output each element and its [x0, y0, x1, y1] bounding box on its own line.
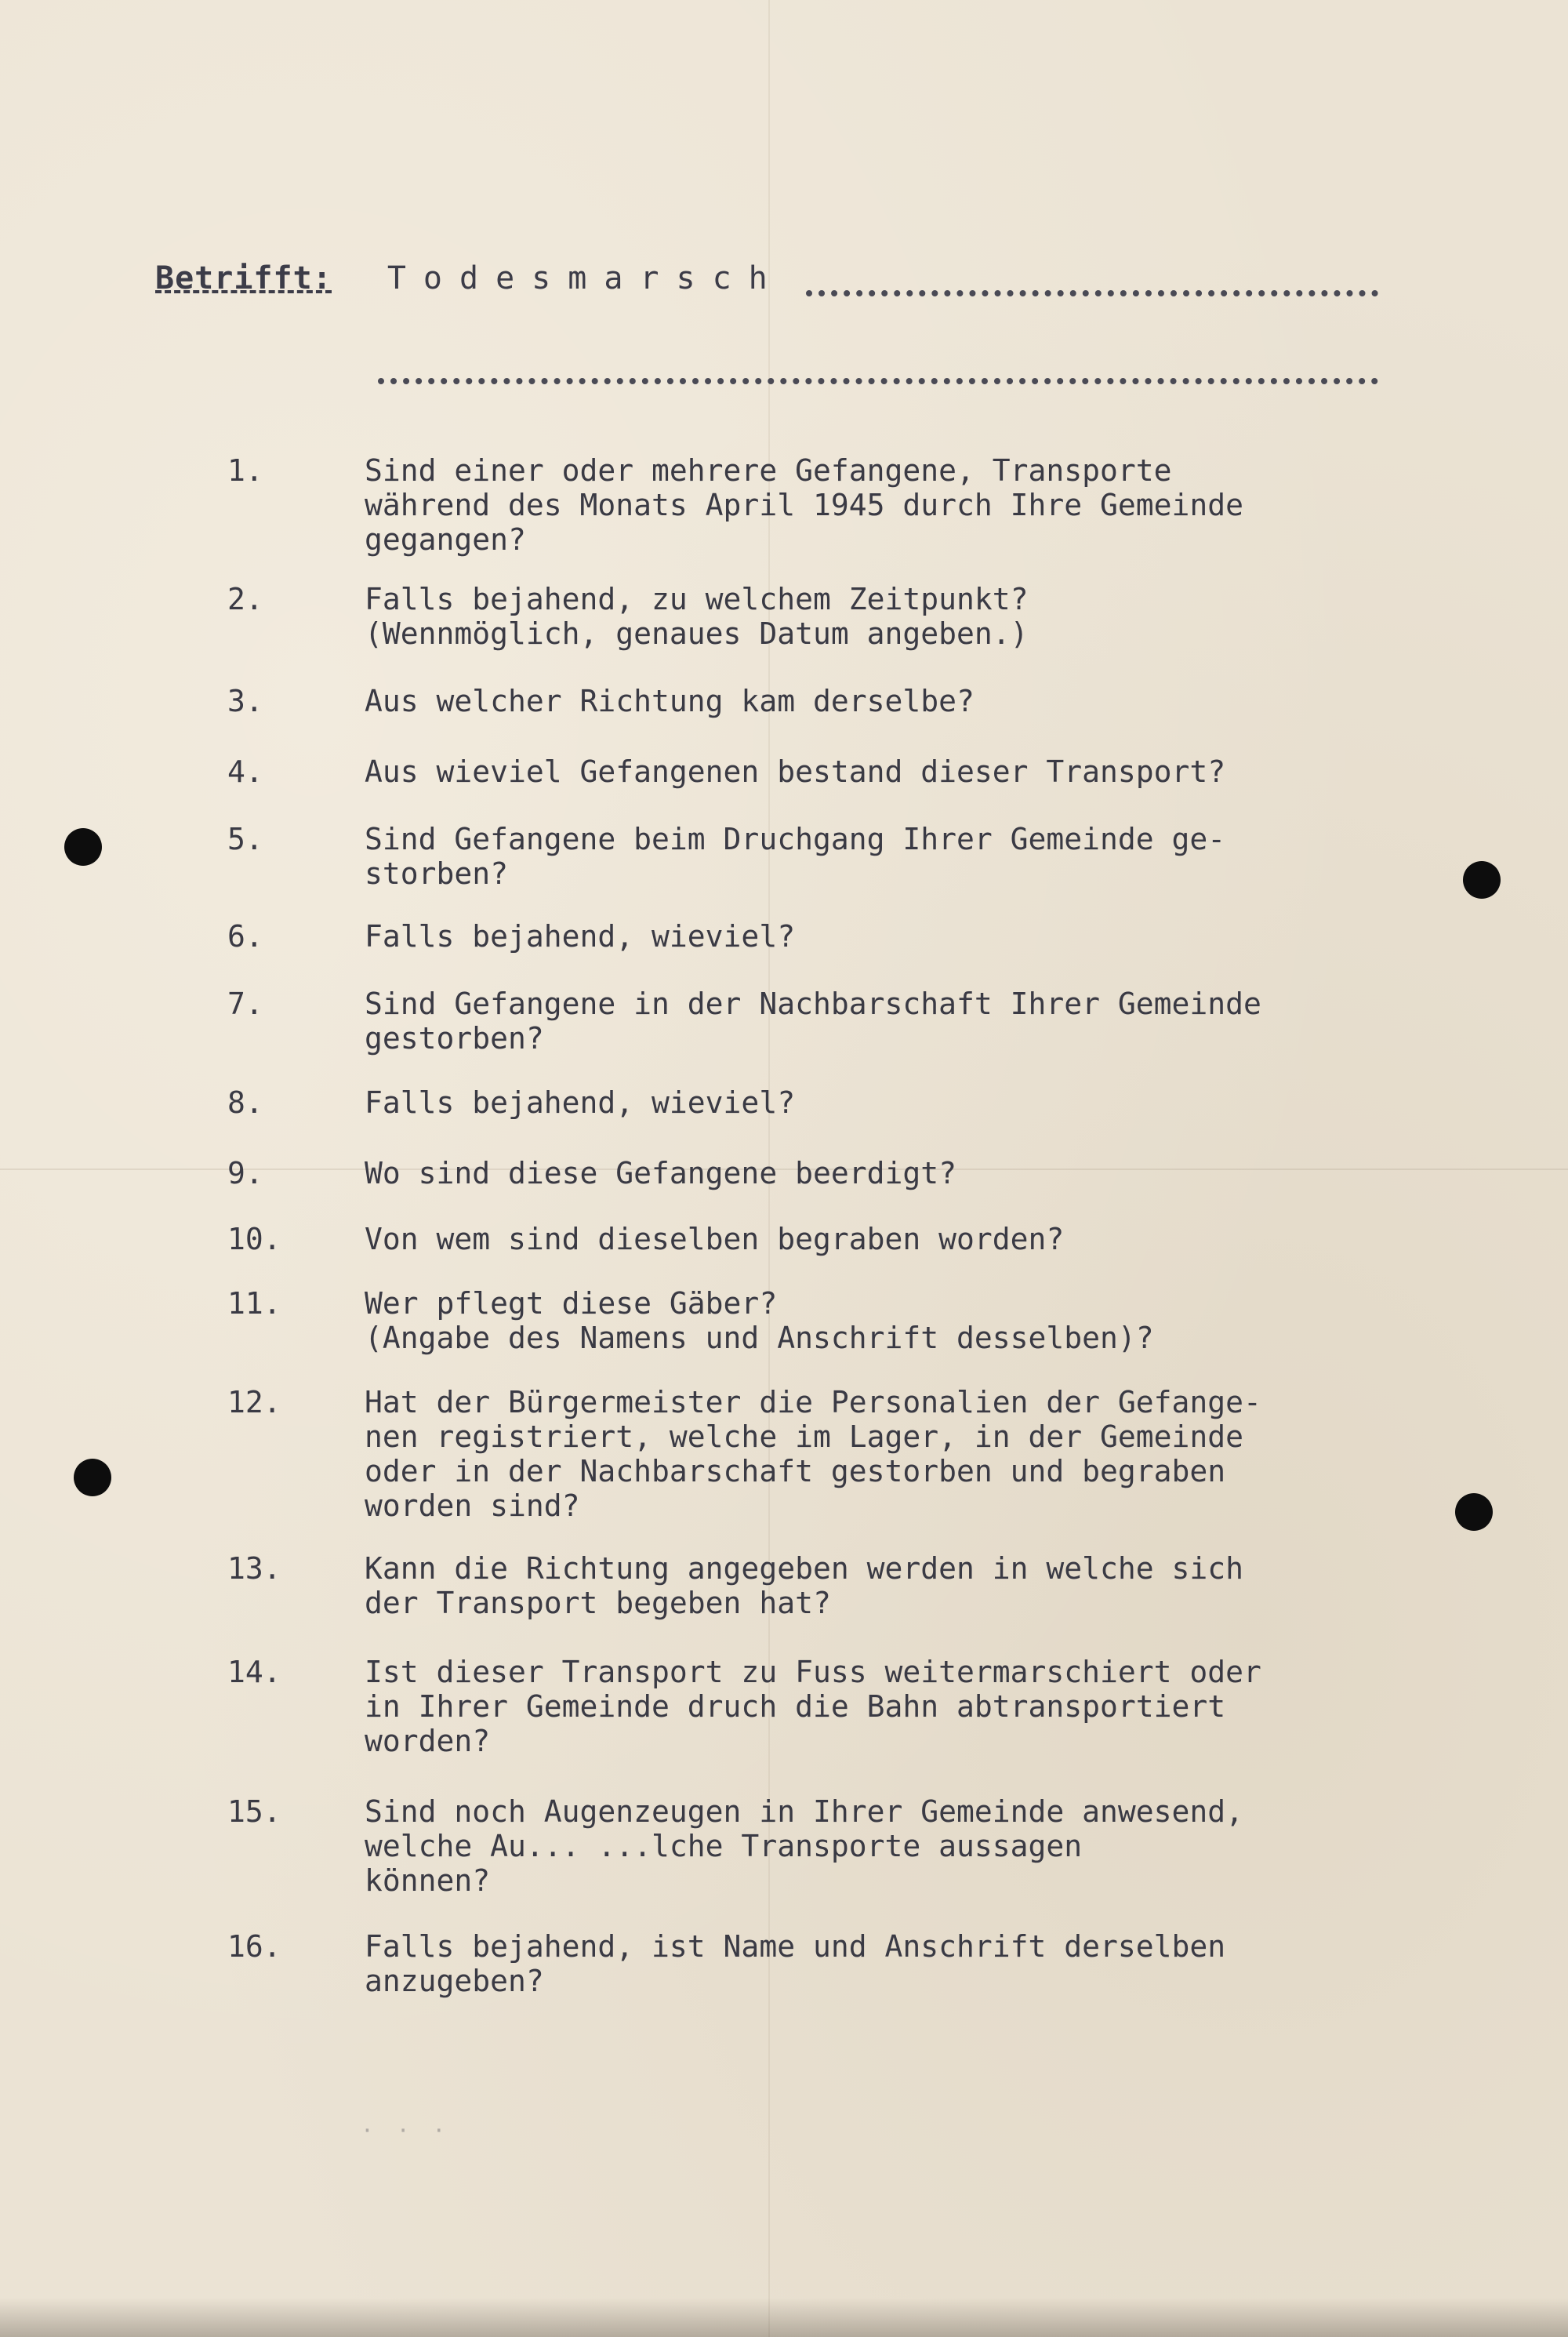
- question-text: Sind Gefangene beim Druchgang Ihrer Gemeinde ge- storben?: [365, 822, 1226, 891]
- question-number: 10.: [227, 1222, 281, 1256]
- subject-value: Todesmarsch: [387, 260, 785, 296]
- question-number: 7.: [227, 987, 263, 1021]
- question-text: Wo sind diese Gefangene beerdigt?: [365, 1156, 956, 1190]
- question-number: 14.: [227, 1655, 281, 1689]
- question-text: Sind noch Augenzeugen in Ihrer Gemeinde anwesend, welche Au... ...lche Transporte aussagen können?: [365, 1794, 1244, 1898]
- question-text: Sind einer oder mehrere Gefangene, Transporte während des Monats April 1945 durch Ihre Gemeinde gegangen?: [365, 453, 1244, 557]
- question-number: 4.: [227, 754, 263, 789]
- faint-bleedthrough-marks: · · ·: [361, 2117, 451, 2143]
- punch-hole-right-upper: [1463, 861, 1501, 899]
- question-number: 5.: [227, 822, 263, 856]
- question-text: Aus welcher Richtung kam derselbe?: [365, 684, 975, 718]
- question-text: Ist dieser Transport zu Fuss weitermarschiert oder in Ihrer Gemeinde druch die Bahn abtransportiert worden?: [365, 1655, 1261, 1758]
- subject-label: Betrifft:: [155, 260, 332, 296]
- question-text: Falls bejahend, wieviel?: [365, 1085, 796, 1120]
- question-number: 3.: [227, 684, 263, 718]
- question-text: Falls bejahend, wieviel?: [365, 919, 796, 954]
- question-number: 2.: [227, 582, 263, 616]
- dotted-fill-line: [806, 290, 1378, 296]
- question-text: Falls bejahend, zu welchem Zeitpunkt? (Wennmöglich, genaues Datum angeben.): [365, 582, 1029, 651]
- subject-line: [155, 260, 785, 296]
- punch-hole-left-lower: [74, 1459, 111, 1496]
- question-number: 16.: [227, 1929, 281, 1964]
- question-text: Aus wieviel Gefangenen bestand dieser Transport?: [365, 754, 1226, 789]
- question-number: 15.: [227, 1794, 281, 1829]
- page-bottom-edge: [0, 2298, 1568, 2337]
- question-text: Wer pflegt diese Gäber? (Angabe des Namens und Anschrift desselben)?: [365, 1286, 1154, 1355]
- question-text: Falls bejahend, ist Name und Anschrift derselben anzugeben?: [365, 1929, 1226, 1998]
- punch-hole-left-upper: [64, 828, 102, 866]
- question-text: Von wem sind dieselben begraben worden?: [365, 1222, 1065, 1256]
- question-number: 13.: [227, 1551, 281, 1586]
- question-number: 9.: [227, 1156, 263, 1190]
- question-number: 8.: [227, 1085, 263, 1120]
- dotted-fill-line: [378, 378, 1378, 384]
- question-number: 11.: [227, 1286, 281, 1321]
- question-number: 1.: [227, 453, 263, 488]
- punch-hole-right-lower: [1455, 1493, 1493, 1531]
- question-text: Kann die Richtung angegeben werden in welche sich der Transport begeben hat?: [365, 1551, 1244, 1620]
- question-number: 12.: [227, 1385, 281, 1419]
- question-text: Hat der Bürgermeister die Personalien der Gefange- nen registriert, welche im Lager, in der Gemeinde oder in der Nachbarschaft gestorben und begraben worden sind?: [365, 1385, 1261, 1523]
- question-text: Sind Gefangene in der Nachbarschaft Ihrer Gemeinde gestorben?: [365, 987, 1261, 1056]
- question-number: 6.: [227, 919, 263, 954]
